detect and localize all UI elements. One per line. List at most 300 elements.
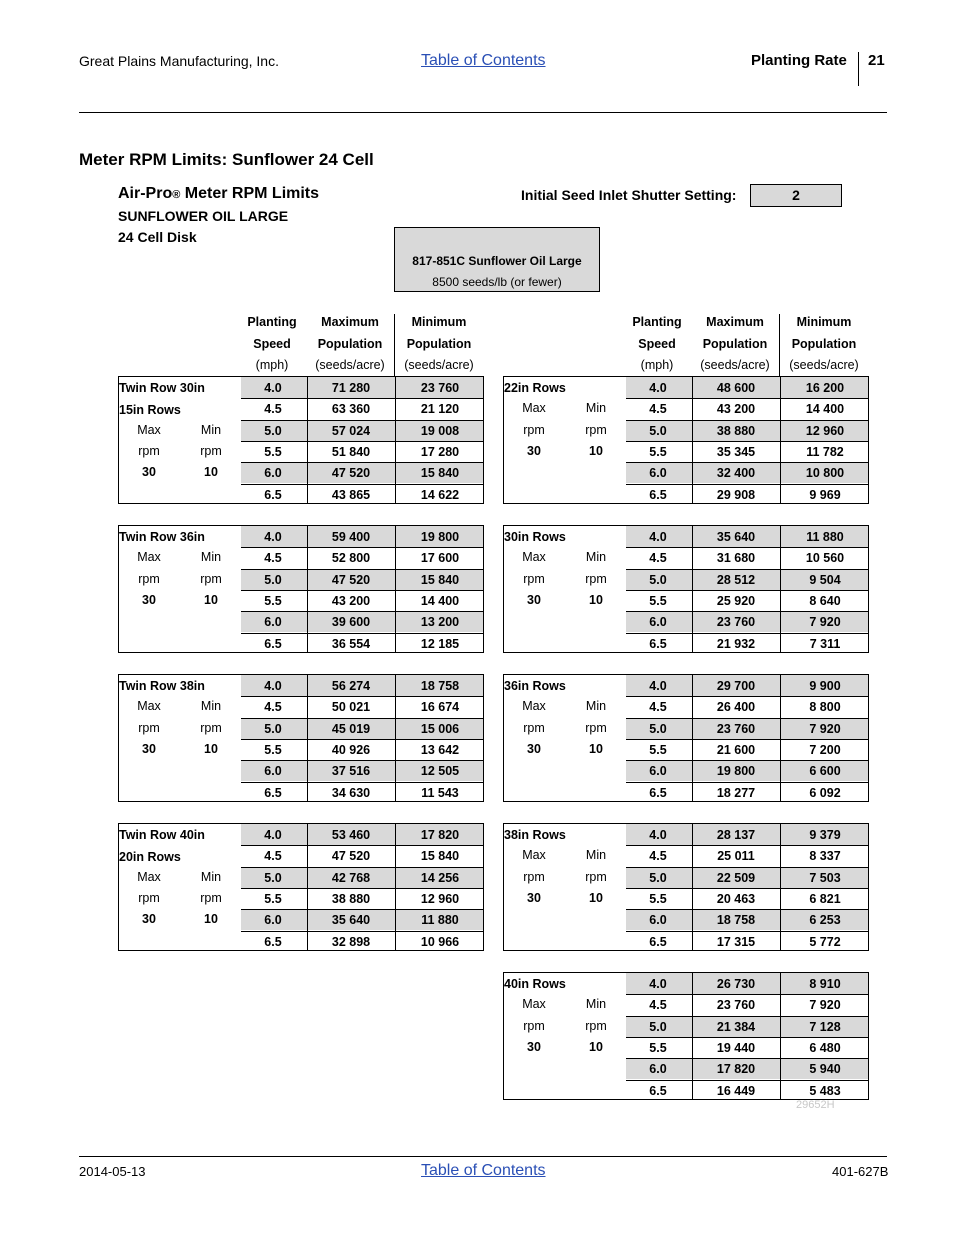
seed-count: 8500 seeds/lb (or fewer) (432, 275, 562, 289)
rpm-limit-max-rpm: 30 (527, 443, 541, 458)
row-separator (626, 633, 868, 634)
row-separator (626, 547, 868, 548)
speed-cell: 6.5 (264, 934, 282, 949)
min-population-cell: 15 840 (420, 849, 460, 864)
speed-cell: 4.0 (264, 381, 282, 395)
rpm-limit-rpm: rpm (523, 720, 545, 735)
speed-cell: 4.5 (264, 700, 282, 715)
min-population-cell: 13 200 (420, 615, 460, 630)
max-population-cell: 21 600 (716, 742, 756, 757)
min-population-cell: 23 760 (420, 381, 460, 395)
rpm-limit-min: Min (585, 997, 607, 1012)
row-separator (626, 611, 868, 612)
min-population-cell: 9 900 (809, 679, 841, 693)
seed-part-number: 817-851C Sunflower Oil Large (412, 254, 582, 268)
max-population-cell: 23 760 (716, 615, 756, 630)
column-separator (307, 675, 308, 801)
row-spacing-label: 38in Rows (504, 828, 566, 842)
rpm-limit-min: Min (200, 699, 222, 714)
rpm-limit-min: Min (200, 550, 222, 565)
speed-cell: 4.0 (649, 381, 667, 395)
row-separator (626, 441, 868, 442)
rpm-limit-rpm: rpm (523, 422, 545, 437)
speed-cell: 5.5 (649, 1040, 667, 1055)
min-population-cell: 15 840 (420, 466, 460, 481)
rpm-limit-rpm: rpm (585, 720, 607, 735)
speed-cell: 5.0 (649, 572, 667, 587)
column-separator (307, 526, 308, 652)
rpm-limit-rpm: rpm (585, 1018, 607, 1033)
column-header-min-pop: Population (406, 336, 472, 351)
min-population-cell: 14 256 (420, 870, 460, 885)
row-separator (626, 462, 868, 463)
rpm-limit-rpm: rpm (585, 422, 607, 437)
rate-table-block (503, 823, 869, 951)
min-population-cell: 5 483 (809, 1083, 841, 1098)
min-population-cell: 15 006 (420, 721, 460, 736)
speed-cell: 5.0 (649, 1019, 667, 1034)
rate-table-block (118, 525, 484, 653)
max-population-cell: 17 820 (716, 1062, 756, 1077)
rate-table-block (118, 376, 484, 504)
max-population-cell: 52 800 (331, 551, 371, 566)
max-population-cell: 19 440 (716, 1040, 756, 1055)
footer-doc-number: 401-627B (832, 1164, 889, 1179)
speed-cell: 6.0 (649, 764, 667, 779)
rpm-limit-max-rpm: 30 (527, 1039, 541, 1054)
speed-cell: 5.5 (264, 742, 282, 757)
max-population-cell: 26 730 (716, 977, 756, 991)
speed-cell: 6.5 (649, 1083, 667, 1098)
row-separator (626, 994, 868, 995)
speed-cell: 4.0 (649, 977, 667, 991)
max-population-cell: 47 520 (331, 466, 371, 481)
column-header-speed: Speed (638, 336, 676, 351)
page-number: 21 (868, 52, 885, 69)
row-separator (241, 547, 483, 548)
row-separator (241, 398, 483, 399)
row-separator (241, 484, 483, 485)
speed-cell: 6.5 (649, 785, 667, 800)
column-header-max-pop: Population (702, 336, 768, 351)
speed-cell: 6.0 (649, 1062, 667, 1077)
column-separator (692, 824, 693, 950)
speed-cell: 5.5 (649, 742, 667, 757)
shutter-setting-label: Initial Seed Inlet Shutter Setting: (521, 187, 737, 203)
footer-date: 2014-05-13 (79, 1164, 146, 1179)
page-title: Meter RPM Limits: Sunflower 24 Cell (79, 150, 374, 169)
column-header-max-pop: (seeds/acre) (315, 358, 385, 372)
row-spacing-label: Twin Row 30in (119, 381, 205, 395)
row-separator (626, 718, 868, 719)
column-header-speed: Planting (247, 315, 297, 329)
min-population-cell: 11 782 (806, 444, 844, 459)
rpm-limit-min: Min (200, 422, 222, 437)
row-separator (241, 718, 483, 719)
header-divider-line (394, 314, 395, 376)
rpm-limit-min-rpm: 10 (589, 443, 603, 458)
speed-cell: 5.5 (649, 593, 667, 608)
min-population-cell: 12 960 (805, 423, 845, 438)
max-population-cell: 17 315 (716, 934, 756, 949)
row-separator (626, 420, 868, 421)
rate-table-block (503, 376, 869, 504)
min-population-cell: 9 504 (809, 572, 841, 587)
min-population-cell: 6 821 (809, 891, 841, 906)
min-population-cell: 10 560 (805, 551, 845, 566)
max-population-cell: 29 908 (716, 487, 756, 502)
column-separator (780, 675, 781, 801)
speed-cell: 6.0 (264, 466, 282, 481)
toc-link-footer[interactable]: Table of Contents (421, 1162, 546, 1179)
max-population-cell: 34 630 (331, 785, 371, 800)
rpm-limit-rpm: rpm (200, 443, 222, 458)
rpm-limit-min-rpm: 10 (204, 741, 218, 756)
min-population-cell: 19 008 (420, 423, 460, 438)
column-separator (692, 675, 693, 801)
min-population-cell: 15 840 (420, 572, 460, 587)
max-population-cell: 45 019 (331, 721, 371, 736)
speed-cell: 4.5 (649, 551, 667, 566)
min-population-cell: 14 400 (805, 402, 845, 417)
row-separator (626, 1037, 868, 1038)
rpm-limit-rpm: rpm (200, 720, 222, 735)
min-population-cell: 12 185 (420, 636, 460, 651)
speed-cell: 6.0 (649, 466, 667, 481)
min-population-cell: 7 920 (809, 721, 841, 736)
column-separator (307, 377, 308, 503)
header-rule (79, 112, 887, 113)
speed-cell: 5.5 (264, 891, 282, 906)
row-separator (241, 760, 483, 761)
speed-cell: 4.5 (264, 402, 282, 417)
min-population-cell: 16 200 (805, 381, 845, 395)
row-separator (241, 611, 483, 612)
speed-cell: 4.0 (649, 679, 667, 693)
row-spacing-label: 36in Rows (504, 679, 566, 693)
company-name: Great Plains Manufacturing, Inc. (79, 53, 279, 69)
rpm-limit-min-rpm: 10 (589, 741, 603, 756)
row-separator (626, 1080, 868, 1081)
column-header-min-pop: (seeds/acre) (789, 358, 859, 372)
speed-cell: 6.0 (264, 913, 282, 928)
column-separator (780, 824, 781, 950)
max-population-cell: 19 800 (716, 764, 756, 779)
rpm-limit-max-rpm: 30 (142, 912, 156, 927)
max-population-cell: 38 880 (331, 891, 371, 906)
row-spacing-label: 40in Rows (504, 977, 566, 991)
speed-cell: 5.0 (264, 721, 282, 736)
rpm-limit-max: Max (522, 997, 546, 1012)
speed-cell: 5.0 (649, 870, 667, 885)
min-population-cell: 11 543 (421, 785, 459, 800)
max-population-cell: 18 277 (716, 785, 756, 800)
speed-cell: 5.0 (649, 721, 667, 736)
max-population-cell: 38 880 (716, 423, 756, 438)
speed-cell: 5.5 (649, 891, 667, 906)
rpm-limit-rpm: rpm (138, 443, 160, 458)
rpm-limit-rpm: rpm (585, 869, 607, 884)
max-population-cell: 37 516 (331, 764, 371, 779)
rpm-limit-rpm: rpm (585, 571, 607, 586)
column-separator (692, 377, 693, 503)
min-population-cell: 19 800 (420, 530, 460, 544)
row-spacing-label: 30in Rows (504, 530, 566, 544)
max-population-cell: 26 400 (716, 700, 756, 715)
row-separator (626, 909, 868, 910)
max-population-cell: 28 512 (716, 572, 756, 587)
speed-cell: 5.5 (264, 444, 282, 459)
max-population-cell: 23 760 (716, 721, 756, 736)
speed-cell: 4.5 (649, 402, 667, 417)
column-header-speed: (mph) (255, 358, 289, 372)
column-header-max-pop: Maximum (706, 315, 764, 329)
max-population-cell: 42 768 (331, 870, 371, 885)
max-population-cell: 43 200 (716, 402, 756, 417)
registered-mark: ® (172, 189, 181, 201)
column-header-max-pop: Population (317, 336, 383, 351)
row-separator (626, 1058, 868, 1059)
seed-info-box (394, 227, 600, 292)
speed-cell: 5.0 (264, 870, 282, 885)
min-population-cell: 13 642 (420, 742, 460, 757)
max-population-cell: 22 509 (716, 870, 756, 885)
row-separator (241, 845, 483, 846)
column-header-speed: Planting (632, 315, 682, 329)
max-population-cell: 25 920 (716, 593, 756, 608)
rpm-limit-rpm: rpm (138, 720, 160, 735)
max-population-cell: 20 463 (716, 891, 756, 906)
row-spacing-label: 22in Rows (504, 381, 566, 395)
min-population-cell: 6 092 (809, 785, 841, 800)
section-title: Planting Rate (751, 52, 847, 69)
rpm-limit-max: Max (522, 848, 546, 863)
shutter-setting-value: 2 (750, 184, 842, 207)
max-population-cell: 32 400 (716, 466, 756, 481)
row-separator (626, 569, 868, 570)
speed-cell: 6.5 (649, 487, 667, 502)
min-population-cell: 7 311 (809, 636, 841, 651)
row-separator (626, 931, 868, 932)
rate-table-block (118, 823, 484, 951)
rpm-limit-min: Min (200, 869, 222, 884)
column-separator (307, 824, 308, 950)
speed-cell: 4.0 (649, 530, 667, 544)
max-population-cell: 28 137 (716, 828, 756, 842)
max-population-cell: 23 760 (716, 998, 756, 1013)
column-separator (780, 973, 781, 1099)
header-divider (858, 52, 859, 86)
min-population-cell: 10 966 (420, 934, 460, 949)
min-population-cell: 18 758 (420, 679, 460, 693)
min-population-cell: 7 128 (809, 1019, 841, 1034)
rpm-limit-rpm: rpm (138, 890, 160, 905)
min-population-cell: 12 960 (420, 891, 460, 906)
max-population-cell: 57 024 (331, 423, 371, 438)
min-population-cell: 6 253 (809, 913, 841, 928)
speed-cell: 4.0 (264, 828, 282, 842)
max-population-cell: 47 520 (331, 849, 371, 864)
row-separator (626, 845, 868, 846)
rpm-limit-max: Max (137, 699, 161, 714)
max-population-cell: 50 021 (331, 700, 371, 715)
row-separator (241, 569, 483, 570)
speed-cell: 5.0 (264, 423, 282, 438)
speed-cell: 5.0 (649, 423, 667, 438)
speed-cell: 4.5 (649, 998, 667, 1013)
footer-rule (79, 1156, 887, 1157)
rpm-limit-max: Max (137, 550, 161, 565)
meter-title-suffix: Meter RPM Limits (180, 185, 320, 202)
rpm-limit-max-rpm: 30 (142, 592, 156, 607)
row-separator (626, 1016, 868, 1017)
speed-cell: 6.5 (264, 636, 282, 651)
rate-table-block (503, 525, 869, 653)
max-population-cell: 51 840 (331, 444, 371, 459)
rpm-limit-rpm: rpm (523, 571, 545, 586)
row-separator (241, 441, 483, 442)
row-separator (626, 867, 868, 868)
row-spacing-label: Twin Row 38in (119, 679, 205, 693)
min-population-cell: 11 880 (421, 913, 459, 928)
max-population-cell: 56 274 (331, 679, 371, 693)
row-separator (626, 696, 868, 697)
speed-cell: 6.5 (264, 487, 282, 502)
speed-cell: 4.5 (649, 849, 667, 864)
rpm-limit-rpm: rpm (200, 571, 222, 586)
row-separator (241, 590, 483, 591)
rpm-limit-rpm: rpm (200, 890, 222, 905)
min-population-cell: 11 880 (806, 530, 844, 544)
max-population-cell: 71 280 (331, 381, 371, 395)
min-population-cell: 5 772 (809, 934, 841, 949)
min-population-cell: 9 969 (809, 487, 841, 502)
row-separator (626, 760, 868, 761)
min-population-cell: 6 480 (809, 1040, 841, 1055)
rpm-limit-min: Min (585, 401, 607, 416)
row-separator (626, 782, 868, 783)
rate-table-block (118, 674, 484, 802)
column-header-max-pop: Maximum (321, 315, 379, 329)
rpm-limit-max: Max (522, 401, 546, 416)
disk-type: 24 Cell Disk (118, 229, 197, 245)
min-population-cell: 8 337 (809, 849, 841, 864)
row-separator (241, 696, 483, 697)
column-separator (780, 526, 781, 652)
column-header-speed: (mph) (640, 358, 674, 372)
row-separator (241, 931, 483, 932)
speed-cell: 5.0 (264, 572, 282, 587)
column-separator (395, 675, 396, 801)
column-header-max-pop: (seeds/acre) (700, 358, 770, 372)
row-separator (626, 484, 868, 485)
column-separator (692, 973, 693, 1099)
rpm-limit-max-rpm: 30 (527, 592, 541, 607)
row-spacing-label: Twin Row 40in (119, 828, 205, 842)
speed-cell: 6.0 (649, 913, 667, 928)
max-population-cell: 59 400 (331, 530, 371, 544)
speed-cell: 4.5 (264, 849, 282, 864)
column-header-min-pop: Minimum (796, 315, 852, 329)
speed-cell: 4.0 (649, 828, 667, 842)
row-spacing-label: Twin Row 36in (119, 530, 205, 544)
min-population-cell: 17 820 (420, 828, 460, 842)
speed-cell: 4.5 (649, 700, 667, 715)
rpm-limit-max: Max (137, 422, 161, 437)
rpm-limit-max: Max (137, 869, 161, 884)
rpm-limit-max-rpm: 30 (142, 741, 156, 756)
max-population-cell: 31 680 (716, 551, 756, 566)
row-separator (241, 782, 483, 783)
min-population-cell: 17 600 (420, 551, 460, 566)
rpm-limit-min-rpm: 10 (204, 465, 218, 480)
rpm-limit-min: Min (585, 550, 607, 565)
figure-id: 29652H (796, 1099, 835, 1111)
min-population-cell: 9 379 (809, 828, 841, 842)
column-header-min-pop: Population (791, 336, 857, 351)
max-population-cell: 29 700 (716, 679, 756, 693)
min-population-cell: 8 910 (809, 977, 841, 991)
max-population-cell: 18 758 (716, 913, 756, 928)
row-separator (241, 739, 483, 740)
rate-table-block (503, 674, 869, 802)
min-population-cell: 10 800 (805, 466, 845, 481)
row-separator (241, 633, 483, 634)
max-population-cell: 35 640 (331, 913, 371, 928)
column-header-min-pop: (seeds/acre) (404, 358, 474, 372)
rpm-limit-min: Min (585, 848, 607, 863)
toc-link-header[interactable]: Table of Contents (421, 52, 546, 69)
speed-cell: 5.5 (649, 444, 667, 459)
row-separator (626, 590, 868, 591)
row-spacing-label-secondary: 20in Rows (119, 850, 181, 864)
min-population-cell: 14 622 (420, 487, 460, 502)
min-population-cell: 21 120 (420, 402, 460, 417)
speed-cell: 6.0 (264, 764, 282, 779)
row-separator (241, 888, 483, 889)
rpm-limit-min-rpm: 10 (589, 592, 603, 607)
speed-cell: 6.0 (264, 615, 282, 630)
min-population-cell: 6 600 (809, 764, 841, 779)
max-population-cell: 16 449 (716, 1083, 756, 1098)
max-population-cell: 36 554 (331, 636, 371, 651)
rpm-limit-max-rpm: 30 (142, 465, 156, 480)
row-separator (626, 398, 868, 399)
min-population-cell: 14 400 (420, 593, 460, 608)
rpm-limit-max-rpm: 30 (527, 890, 541, 905)
speed-cell: 4.5 (264, 551, 282, 566)
min-population-cell: 8 800 (809, 700, 841, 715)
row-spacing-label-secondary: 15in Rows (119, 403, 181, 417)
column-separator (395, 824, 396, 950)
max-population-cell: 21 384 (716, 1019, 756, 1034)
speed-cell: 6.5 (649, 934, 667, 949)
rpm-limit-max: Max (522, 550, 546, 565)
rpm-limit-max-rpm: 30 (527, 741, 541, 756)
rpm-limit-rpm: rpm (523, 869, 545, 884)
min-population-cell: 8 640 (809, 593, 841, 608)
max-population-cell: 25 011 (717, 849, 755, 864)
min-population-cell: 12 505 (420, 764, 460, 779)
min-population-cell: 5 940 (809, 1062, 841, 1077)
min-population-cell: 7 920 (809, 998, 841, 1013)
row-separator (626, 888, 868, 889)
column-separator (395, 526, 396, 652)
max-population-cell: 63 360 (331, 402, 371, 417)
column-separator (780, 377, 781, 503)
row-separator (626, 739, 868, 740)
max-population-cell: 40 926 (331, 742, 371, 757)
